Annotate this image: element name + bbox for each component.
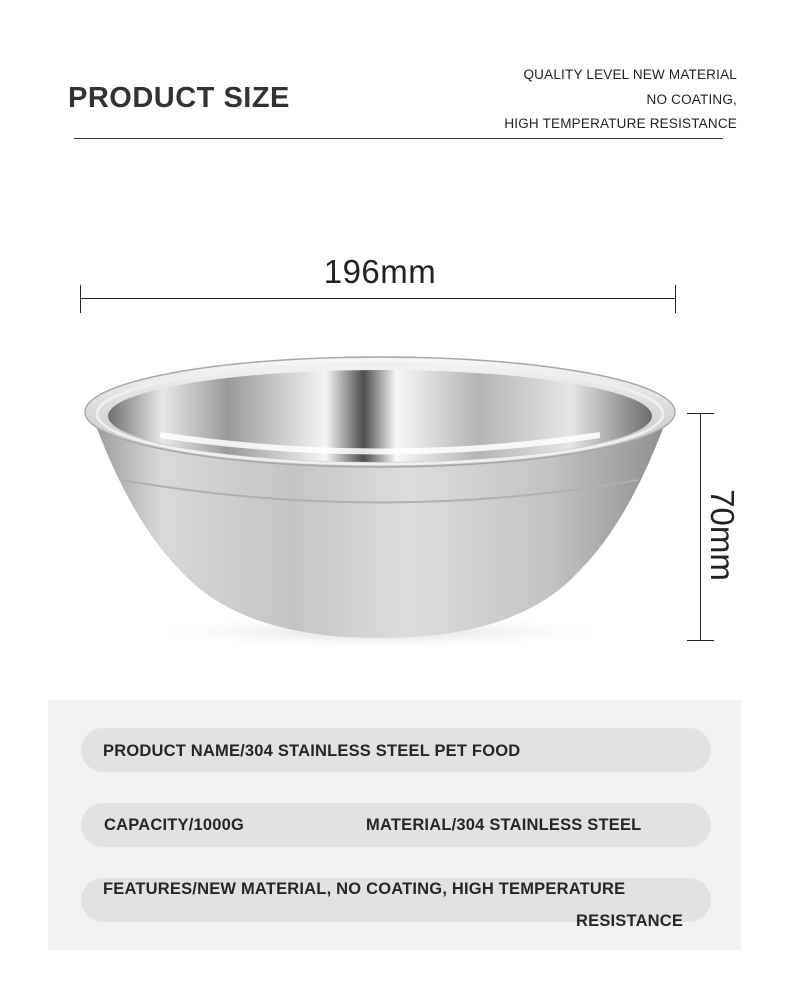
width-dimension-tick-left [80, 285, 81, 313]
width-dimension-label: 196mm [323, 253, 437, 290]
tagline-line-3: HIGH TEMPERATURE RESISTANCE [504, 116, 737, 131]
spec-capacity: CAPACITY/1000G [104, 816, 245, 834]
height-dimension-line [700, 413, 701, 641]
tagline-line-1: QUALITY LEVEL NEW MATERIAL [523, 67, 737, 82]
height-dimension-tick-top [687, 413, 714, 414]
spec-features-line-2: RESISTANCE [576, 912, 684, 930]
tagline [504, 63, 737, 137]
spec-features-line-1: FEATURES/NEW MATERIAL, NO COATING, HIGH TEMPERATURE [103, 880, 626, 898]
spec-material: MATERIAL/304 STAINLESS STEEL [366, 816, 642, 834]
header-divider [74, 138, 723, 139]
width-dimension-tick-right [675, 285, 676, 313]
tagline-line-2: NO COATING, [646, 91, 737, 107]
spec-product-name: PRODUCT NAME/304 STAINLESS STEEL PET FOOD [103, 742, 521, 760]
stainless-bowl-image [70, 340, 690, 660]
page-title: PRODUCT SIZE [68, 82, 290, 114]
width-dimension-line [80, 298, 676, 299]
height-dimension-tick-bottom [687, 640, 714, 641]
height-dimension-label: 70mm [704, 489, 741, 581]
